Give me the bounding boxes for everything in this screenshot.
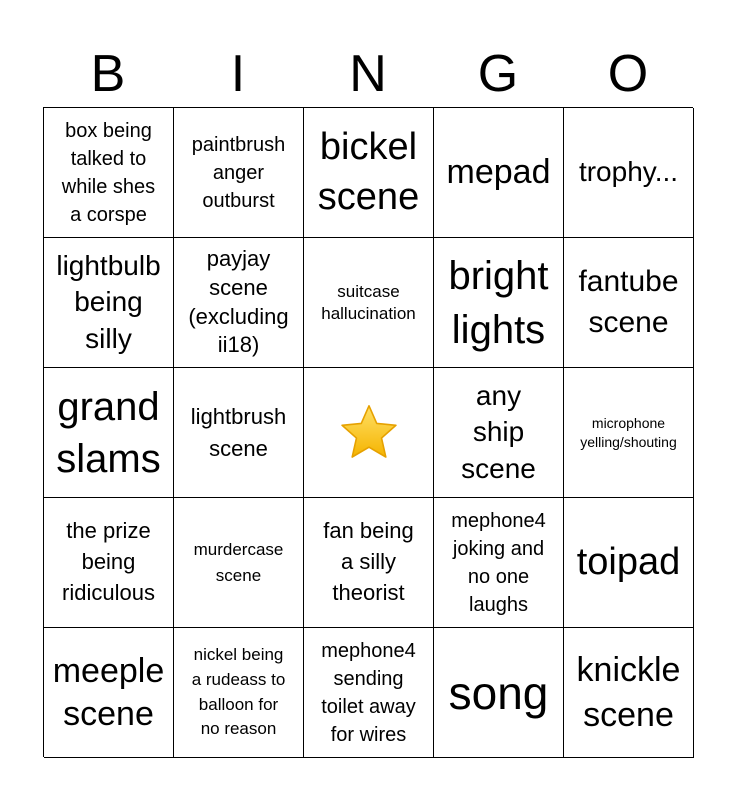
bingo-cell[interactable] [44,498,174,628]
cell-text: payjay scene (excluding ii18) [188,246,289,358]
header-letter-i: I [230,45,246,103]
header-letter-b: B [90,45,126,103]
cell-text: meeple scene [52,652,165,733]
cell-text: mepad [446,153,551,192]
bingo-cell[interactable] [44,368,174,498]
bingo-cell[interactable] [564,498,694,628]
cell-text: fan being a silly theorist [323,518,414,605]
cell-text: fantube scene [578,265,679,339]
bingo-cell[interactable] [304,238,434,368]
header-letter-g: G [477,45,519,103]
cell-text: suitcase hallucination [321,282,416,323]
bingo-cell[interactable] [44,628,174,758]
cell-text: toipad [576,540,681,583]
star-icon [337,401,401,465]
bingo-cell[interactable] [564,368,694,498]
cell-text: trophy... [578,156,679,188]
bingo-cell[interactable] [174,108,304,238]
free-space-cell[interactable] [304,368,434,498]
bingo-cell[interactable] [174,628,304,758]
bingo-cell[interactable] [564,628,694,758]
bingo-cell[interactable] [304,108,434,238]
cell-text: mephone4 joking and no one laughs [451,509,546,616]
bingo-board [43,107,693,757]
cell-text: mephone4 sending toilet away for wires [321,639,416,746]
bingo-cell[interactable] [564,108,694,238]
cell-text: grand slams [56,384,161,481]
cell-text: microphone yelling/shouting [580,415,677,450]
cell-text: any ship scene [461,379,536,484]
header-letter-o: O [607,45,649,103]
cell-text: the prize being ridiculous [62,518,155,605]
bingo-cell[interactable] [44,238,174,368]
cell-text: paintbrush anger outburst [191,133,286,212]
cell-text: lightbrush scene [190,403,287,461]
cell-text: knickle scene [576,651,681,734]
cell-text: nickel being a rudeass to balloon for no reason [191,645,286,739]
cell-text: lightbulb being silly [56,249,161,354]
bingo-header [43,40,693,108]
bingo-cell[interactable] [434,628,564,758]
bingo-cell[interactable] [44,108,174,238]
bingo-cell[interactable] [434,368,564,498]
cell-text: bright lights [448,253,549,352]
bingo-cell[interactable] [304,498,434,628]
bingo-cell[interactable] [174,238,304,368]
bingo-cell[interactable] [174,368,304,498]
bingo-cell[interactable] [434,238,564,368]
bingo-cell[interactable] [434,108,564,238]
bingo-cell[interactable] [174,498,304,628]
bingo-cell[interactable] [304,628,434,758]
header-letter-n: N [349,45,387,103]
cell-text: box being talked to while shes a corspe [61,119,156,226]
cell-text: bickel scene [317,126,420,218]
bingo-cell[interactable] [434,498,564,628]
cell-text: song [448,666,549,719]
cell-text: murdercase scene [193,540,284,585]
bingo-cell[interactable] [564,238,694,368]
